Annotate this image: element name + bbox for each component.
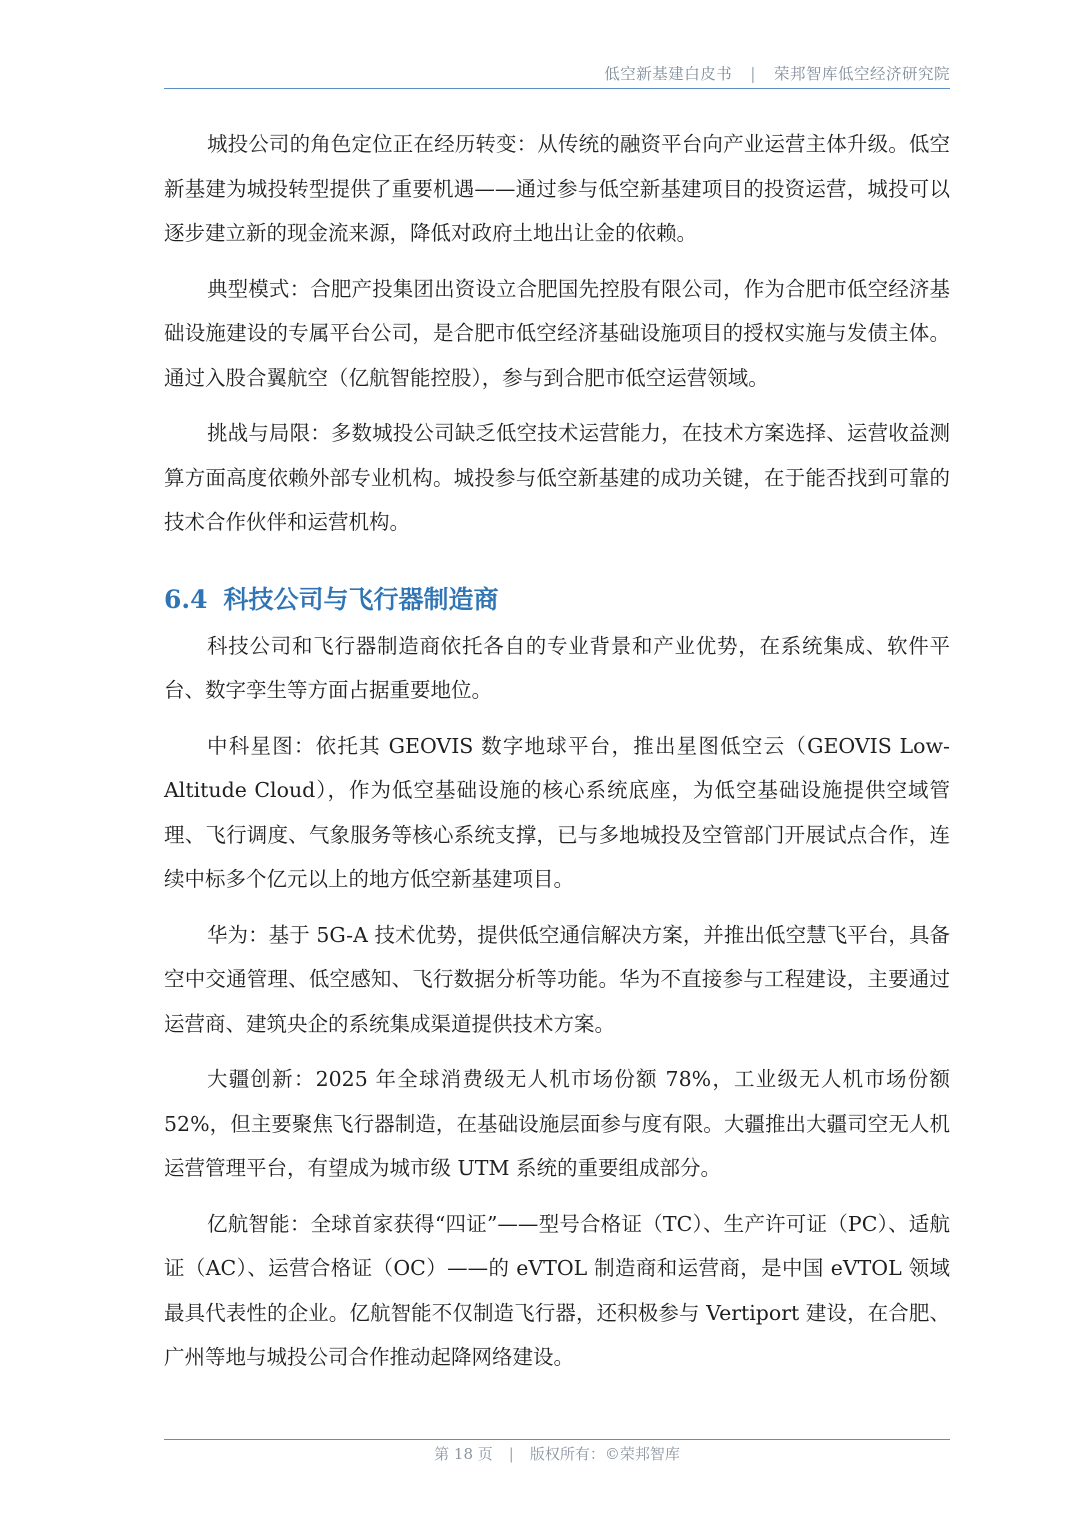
footer-rule xyxy=(164,1439,950,1440)
paragraph-tech-intro: 科技公司和飞行器制造商依托各自的专业背景和产业优势，在系统集成、软件平台、数字孪生等方面占据重要地位。 xyxy=(164,633,950,702)
header-separator: | xyxy=(750,65,756,83)
paragraph-huawei: 华为：基于 5G-A 技术优势，提供低空通信解决方案，并推出低空慧飞平台，具备空中交通管理、低空感知、飞行数据分析等功能。华为不直接参与工程建设，主要通过运营商、建筑央企的系统集成渠道提供技术方案。 xyxy=(164,922,950,1036)
page-number: 第 18 页 xyxy=(434,1445,493,1463)
paragraph-challenges: 挑战与局限：多数城投公司缺乏低空技术运营能力，在技术方案选择、运营收益测算方面高度依赖外部专业机构。城投参与低空新基建的成功关键，在于能否找到可靠的技术合作伙伴和运营机构。 xyxy=(164,421,950,534)
section-title: 科技公司与飞行器制造商 xyxy=(223,584,499,614)
paragraph-ehang: 亿航智能：全球首家获得“四证”——型号合格证（TC）、生产许可证（PC）、适航证（AC）、运营合格证（OC）——的 eVTOL 制造商和运营商，是中国 eVTOL 领域最具代表性的企业。亿航智能不仅制造飞行器，还积极参与 Vertiport 建设，在合肥、广州等地与城投公司合作推动起降网络建设。 xyxy=(164,1211,950,1369)
paragraph-geovis: 中科星图：依托其 GEOVIS 数字地球平台，推出星图低空云（GEOVIS Low-Altitude Cloud），作为低空基础设施的核心系统底座，为低空基础设施提供空域管理、飞行调度、气象服务等核心系统支撑，已与多地城投及空管部门开展试点合作，连续中标多个亿元以上的地方低空新基建项目。 xyxy=(164,733,950,891)
footer-separator: | xyxy=(508,1445,514,1463)
page-body xyxy=(164,122,950,1391)
header-rule xyxy=(164,88,950,89)
header-org: 荣邦智库低空经济研究院 xyxy=(773,65,950,83)
paragraph-typical-model: 典型模式：合肥产投集团出资设立合肥国先控股有限公司，作为合肥市低空经济基础设施建设的专属平台公司，是合肥市低空经济基础设施项目的授权实施与发债主体。通过入股合翼航空（亿航智能控股），参与到合肥市低空运营领域。 xyxy=(164,276,950,390)
paragraph-dji: 大疆创新：2025 年全球消费级无人机市场份额 78%，工业级无人机市场份额 52%，但主要聚焦飞行器制造，在基础设施层面参与度有限。大疆推出大疆司空无人机运营管理平台，有望成为城市级 UTM 系统的重要组成部分。 xyxy=(164,1067,950,1180)
header-doc-title: 低空新基建白皮书 xyxy=(604,65,733,83)
paragraph-chengtou-role: 城投公司的角色定位正在经历转变：从传统的融资平台向产业运营主体升级。低空新基建为城投转型提供了重要机遇——通过参与低空新基建项目的投资运营，城投可以逐步建立新的现金流来源，降低对政府土地出让金的依赖。 xyxy=(164,132,950,245)
running-header xyxy=(164,62,950,88)
section-number: 6.4 xyxy=(164,584,208,614)
page-footer xyxy=(164,1443,950,1464)
section-heading xyxy=(164,580,950,620)
footer-copyright: 版权所有：©荣邦智库 xyxy=(529,1445,680,1463)
